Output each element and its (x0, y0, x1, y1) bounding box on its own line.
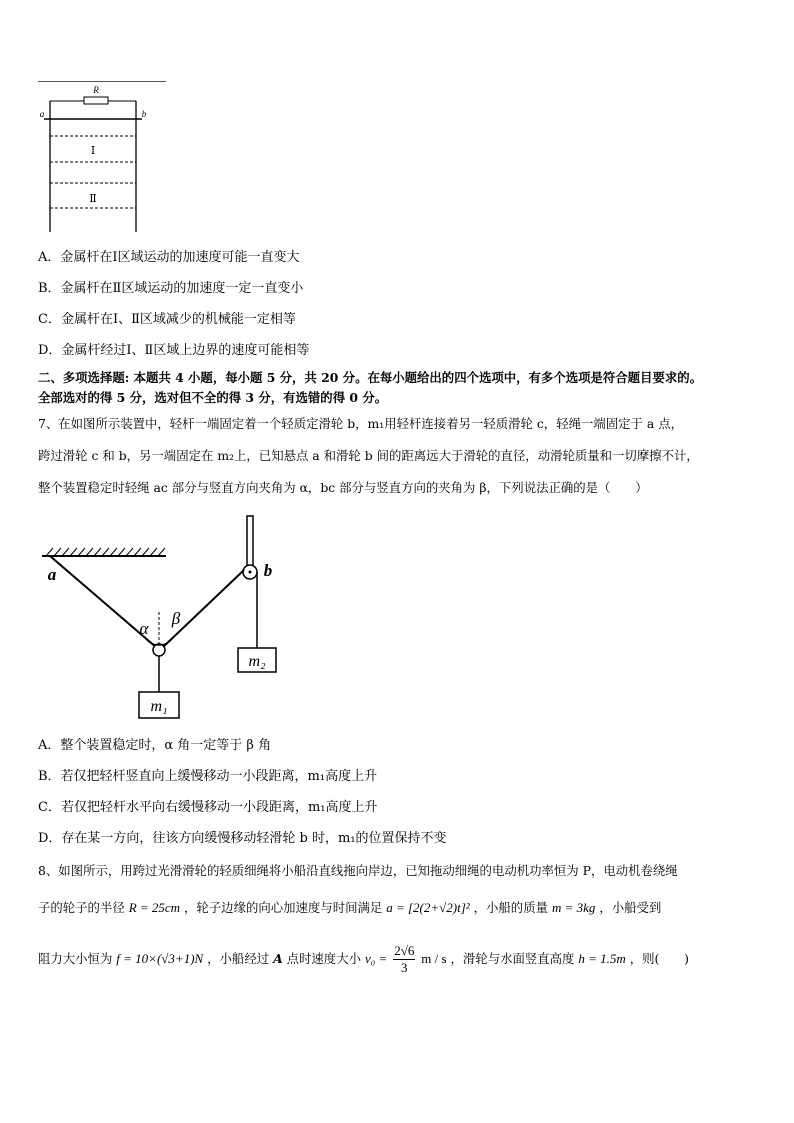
q8-text: ，滑轮与水面竖直高度 (450, 951, 575, 966)
q6-option-b: B．金属杆在Ⅱ区域运动的加速度一定一直变小 (38, 281, 304, 296)
q8-mass: m = 3kg (551, 900, 596, 915)
q8-velocity-unit: m / s (421, 951, 447, 966)
q7-option-d: D．存在某一方向，往该方向缓慢移动轻滑轮 b 时，m₁的位置保持不变 (38, 831, 447, 846)
movable-pulley-c (153, 644, 165, 656)
point-b-label: b (263, 561, 273, 580)
m1-label: m₁ (150, 698, 168, 715)
fixed-pulley-axle (249, 571, 252, 574)
q6-option-c: C．金属杆在Ⅰ、Ⅱ区域减少的机械能一定相等 (38, 312, 296, 327)
q8-stem-line1: 8、如图所示，用跨过光滑滑轮的轻质细绳将小船沿直线拖向岸边，已知拖动细绳的电动机功率恒为 P，电动机卷绕绳 (38, 863, 678, 878)
q8-text: 点时速度大小 (286, 951, 361, 966)
region2-label: Ⅱ (89, 193, 97, 205)
q8-stem-line2 (38, 898, 661, 918)
q8-stem-line3 (38, 942, 689, 976)
q8-height: h = 1.5m (578, 951, 626, 966)
q6-option-a: A．金属杆在Ⅰ区域运动的加速度可能一直变大 (38, 250, 300, 265)
beta-label: β (171, 609, 181, 628)
q7-option-c: C．若仅把轻杆水平向右缓慢移动一小段距离，m₁高度上升 (38, 800, 378, 815)
alpha-label: α (139, 619, 149, 638)
m2-label: m₂ (248, 653, 266, 670)
figure-rails-regions (36, 84, 156, 236)
q8-text: 子的轮子的半径 (38, 900, 125, 915)
point-a-label: a (47, 565, 57, 584)
resistor-label: R (93, 85, 99, 95)
q8-radius: R = 25cm (128, 900, 181, 915)
header-rule (38, 81, 166, 82)
q8-resistance: f = 10×(√3+1)N (116, 951, 204, 966)
section2-heading-line2: 全部选对的得 5 分，选对但不全的得 3 分，有选错的得 0 分。 (38, 390, 388, 405)
q8-point-a: A (273, 951, 283, 966)
q7-option-a: A．整个装置稳定时，α 角一定等于 β 角 (38, 738, 272, 753)
q8-text: ，则( ) (629, 951, 690, 966)
q7-stem-line1: 7、在如图所示装置中，轻杆一端固定着一个轻质定滑轮 b，m₁用轻杆连接着另一轻质滑轮 c，轻绳一端固定于 a 点， (38, 416, 683, 431)
resistor (84, 97, 108, 104)
q8-text: ，小船经过 (207, 951, 270, 966)
figure-pulley-system (38, 512, 288, 722)
point-b-label: b (141, 109, 147, 119)
q7-stem-line3: 整个装置稳定时轻绳 ac 部分与竖直方向夹角为 α，bc 部分与竖直方向的夹角为 β，下列说法正确的是（ ） (38, 480, 648, 495)
q8-text: ，小船的质量 (473, 900, 548, 915)
q8-v0-fraction (393, 943, 415, 976)
q6-option-d: D．金属杆经过Ⅰ、Ⅱ区域上边界的速度可能相等 (38, 343, 310, 358)
q8-text: ，轮子边缘的向心加速度与时间满足 (184, 900, 383, 915)
q8-acceleration-formula: a = [2(2+√2)t]² (386, 900, 470, 915)
q8-text: ，小船受到 (599, 900, 662, 915)
region1-label: Ⅰ (90, 145, 96, 157)
q8-v0-symbol: v₀ = (364, 951, 388, 966)
point-a-label: a (39, 109, 45, 119)
q7-option-b: B．若仅把轻杆竖直向上缓慢移动一小段距离，m₁高度上升 (38, 769, 378, 784)
q8-text: 阻力大小恒为 (38, 951, 113, 966)
section2-heading-line1: 二、多项选择题: 本题共 4 小题，每小题 5 分，共 20 分。在每小题给出的四个选项中，有多个选项是符合题目要求的。 (38, 370, 703, 385)
ceiling-hatching (46, 548, 165, 556)
light-rod (247, 516, 253, 570)
fraction-denominator: 3 (401, 960, 408, 975)
fraction-numerator: 2√6 (394, 943, 415, 958)
q7-stem-line2: 跨过滑轮 c 和 b，另一端固定在 m₂上，已知悬点 a 和滑轮 b 间的距离远大于滑轮的直径，动滑轮质量和一切摩擦不计， (38, 448, 699, 463)
